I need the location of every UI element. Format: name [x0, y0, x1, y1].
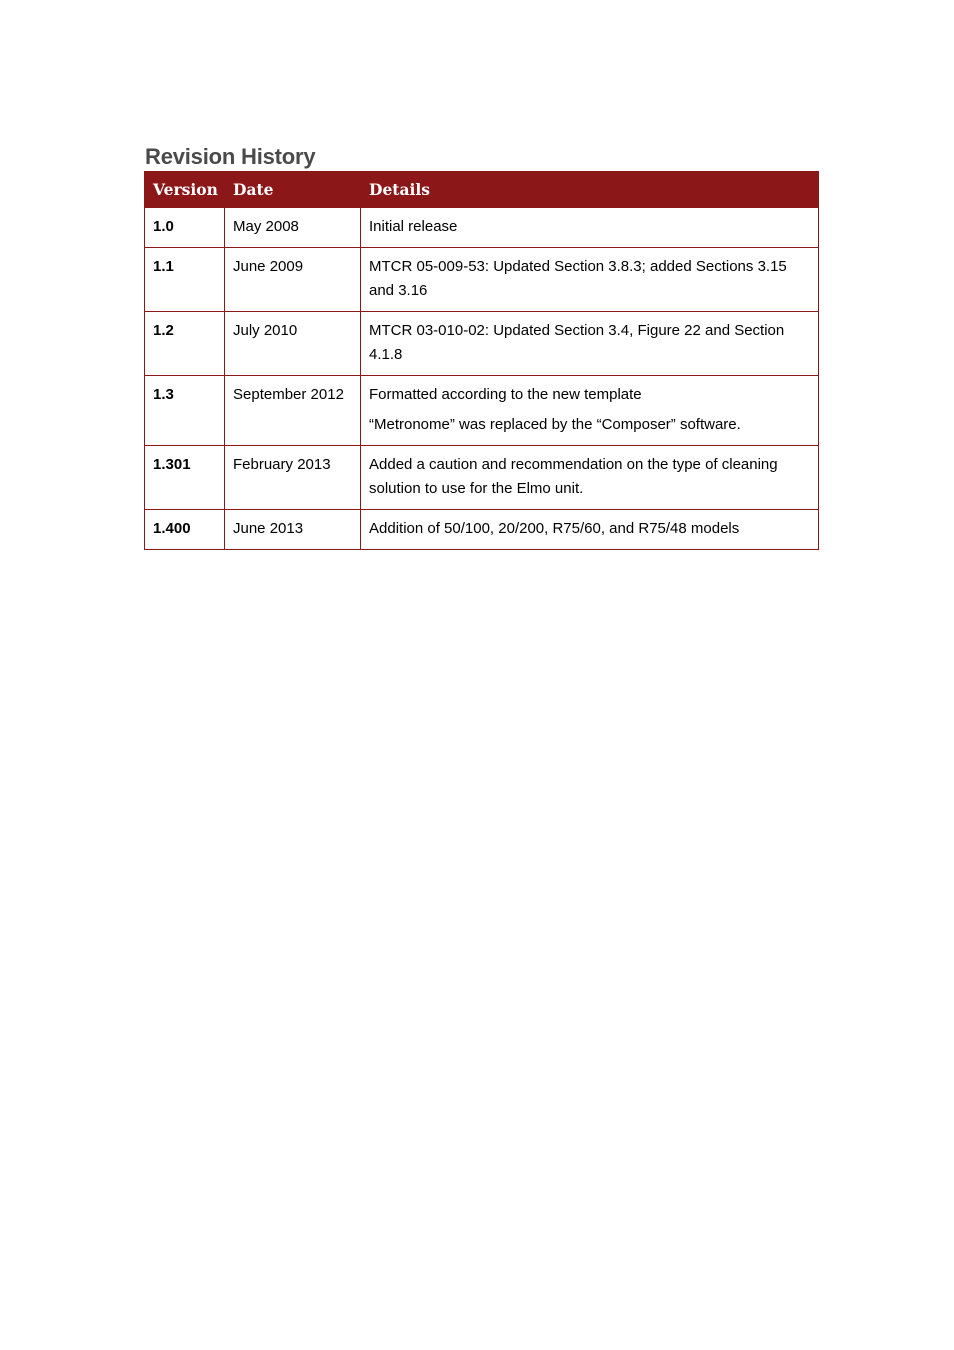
table-row [145, 208, 819, 248]
details-text: Added a caution and recommendation on the type of cleaning solution to use for the Elmo unit. [369, 456, 778, 497]
details-cell [361, 510, 819, 550]
date-cell: July 2010 [225, 312, 361, 376]
date-cell: June 2013 [225, 510, 361, 550]
details-text: “Metronome” was replaced by the “Composer” software. [369, 416, 741, 433]
version-cell: 1.301 [145, 446, 225, 510]
version-cell: 1.1 [145, 248, 225, 312]
details-text: Formatted according to the new template [369, 386, 642, 403]
table-row [145, 312, 819, 376]
details-cell [361, 376, 819, 446]
column-header-date: Date [225, 172, 361, 208]
table-header-row [145, 172, 819, 208]
table-row [145, 446, 819, 510]
date-cell: May 2008 [225, 208, 361, 248]
table-row [145, 248, 819, 312]
revision-history-table [144, 171, 819, 550]
version-cell: 1.2 [145, 312, 225, 376]
table-row [145, 510, 819, 550]
version-cell: 1.0 [145, 208, 225, 248]
details-text: MTCR 05-009-53: Updated Section 3.8.3; added Sections 3.15 and 3.16 [369, 258, 787, 299]
date-cell: February 2013 [225, 446, 361, 510]
details-text: Initial release [369, 218, 458, 235]
column-header-details: Details [361, 172, 819, 208]
table-row [145, 376, 819, 446]
date-cell: September 2012 [225, 376, 361, 446]
page-title: Revision History [145, 144, 316, 169]
details-text: Addition of 50/100, 20/200, R75/60, and R75/48 models [369, 520, 740, 537]
details-cell [361, 248, 819, 312]
column-header-version: Version [145, 172, 225, 208]
details-text: MTCR 03-010-02: Updated Section 3.4, Figure 22 and Section 4.1.8 [369, 322, 785, 363]
version-cell: 1.400 [145, 510, 225, 550]
details-cell [361, 446, 819, 510]
details-cell [361, 208, 819, 248]
version-cell: 1.3 [145, 376, 225, 446]
details-cell [361, 312, 819, 376]
date-cell: June 2009 [225, 248, 361, 312]
